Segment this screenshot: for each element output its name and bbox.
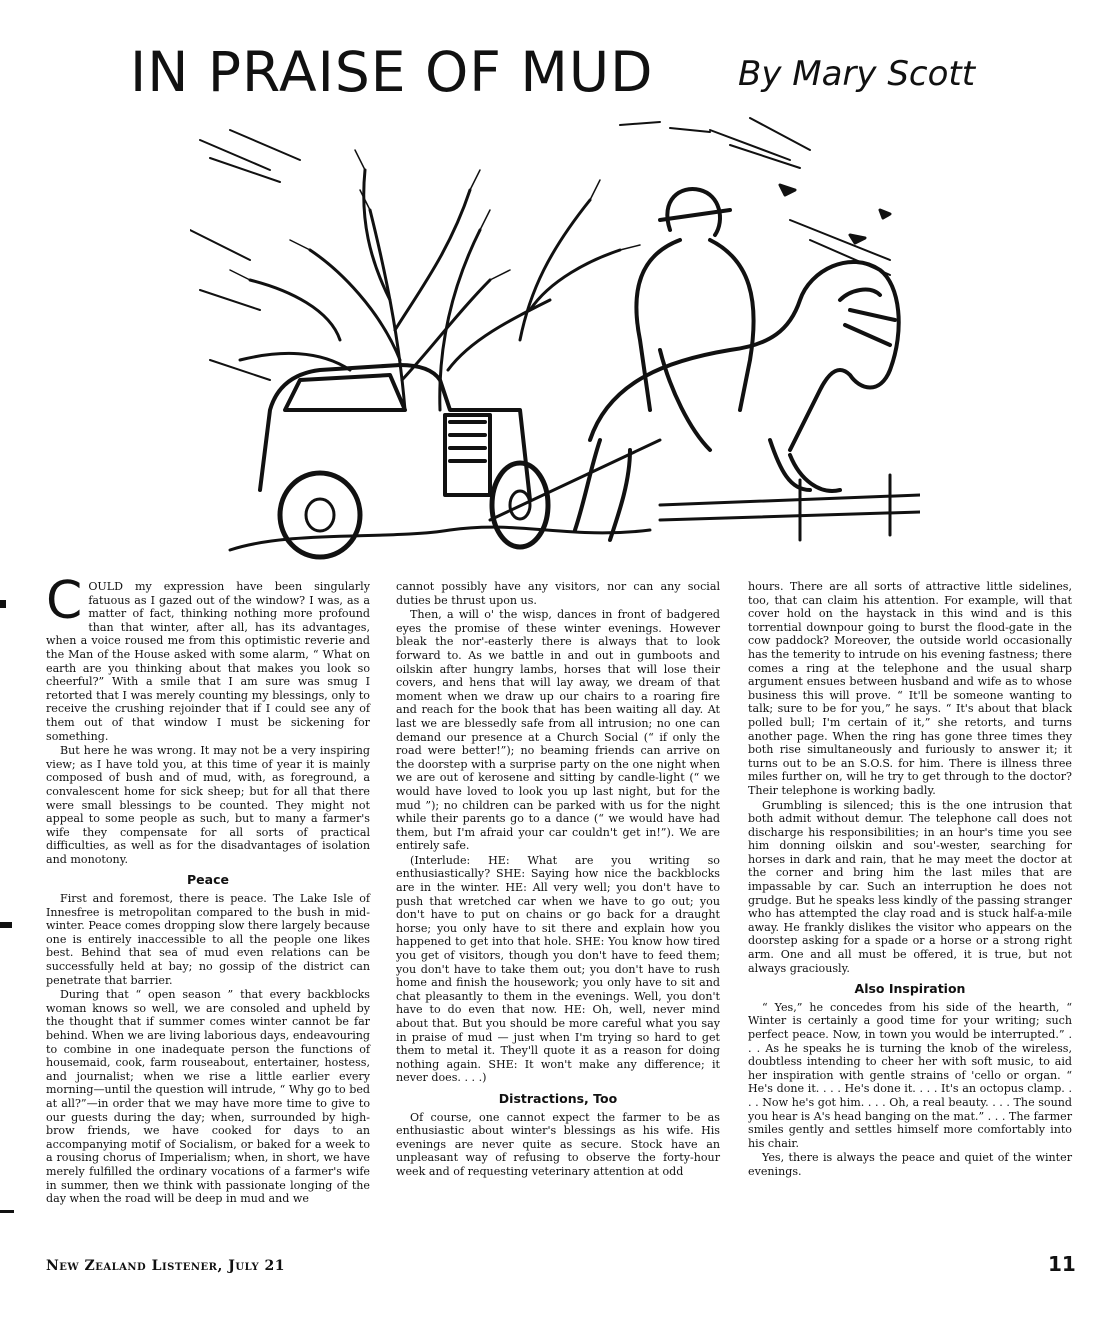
column-3 xyxy=(748,580,1072,1179)
drop-cap: C xyxy=(46,571,83,631)
paragraph-4: During that “ open season ” that every backblocks woman knows so well, we are consoled and upheld by the thought that if summer comes winter cannot be far behind. When we are living laborious days, endeavouring to combine in one inadequate person the functions of housemaid, cook, farm rouseabout, entertainer, hostess, and journalist; when we rise a little earlier every morning—until the question will intrude, “ Why go to bed at all?”—in order that we may have more time to give to our guests during the day; when, surrounded by high-brow friends, we have cooked for days to an accompanying motif of Socialism, or baked for a week to a rousing chorus of Imperialism; when, in short, we have merely fulfilled the ordinary vocations of a farmer's wife in summer, then we think with passionate longing of the day when the road will be deep in mud and we xyxy=(46,988,370,1206)
paragraph-2: But here he was wrong. It may not be a very inspiring view; as I have told you, at this time of year it is mainly composed of bush and of mud, with, as foreground, a convalescent home for sick sheep; but for all that there were small blessings to be counted. They might not appeal to some people as such, but to many a farmer's wife they compensate for all sorts of practical difficulties, as well as for the disadvantages of isolation and monotony. xyxy=(46,744,370,866)
paragraph-8: Of course, one cannot expect the farmer to be as enthusiastic about winter's blessings as his wife. His evenings are never quite as secure. Stock have an unpleasant way of refusing to observe the forty-hour week and of requesting veterinary attention at odd xyxy=(396,1110,720,1178)
margin-mark xyxy=(0,600,6,608)
paragraph-6: Then, a will o' the wisp, dances in front of badgered eyes the promise of these winter evenings. However bleak the nor'-easterly there is always that to look forward to. As we battle in and out in gumboots and oilskin after hungry lambs, horses that will lose their covers, and hens that will lay away, we dream of that moment when we draw up our chairs to a roaring fire and reach for the book that has been waiting all day. At last we are blessedly safe from all intrusion; no one can demand our presence at a Church Social (“ if only the road were better!”); no beaming friends can arrive on the doorstep with a surprise party on the one night when we are out of kerosene and sitting by candle-light (“ we would have loved to look you up last night, but for the mud ”); no children can be parked with us for the night while their parents go to a dance (“ we would have had them, but I'm afraid your car couldn't get in!”). We are entirely safe. xyxy=(396,608,720,853)
paragraph-3: First and foremost, there is peace. The Lake Isle of Innesfree is metropolitan compared to the bush in mid-winter. Peace comes dropping slow there largely because one is entirely inaccessible to all the people one likes best. Behind that sea of mud even relations can be successfully held at bay; no gossip of the district can penetrate that barrier. xyxy=(46,892,370,987)
paragraph-11: “ Yes,” he concedes from his side of the hearth, “ Winter is certainly a good time for your writing; such perfect peace. Now, in town you would be interrupted.” . . . As he speaks he is turning the knob of the wireless, doubtless intending to cheer her with soft music, to aid her inspiration with gentle strains of 'cello or organ. “ He's done it. . . . He's done it. . . . It's an octopus clamp. . . . Now he's got him. . . . Oh, a real beauty. . . . The sound you hear is A's head banging on the mat.” . . . The farmer smiles gently and settles himself more comfortably into his chair. xyxy=(748,1000,1072,1150)
margin-mark xyxy=(0,1210,14,1213)
subheading-distractions: Distractions, Too xyxy=(498,1090,618,1106)
paragraph-1 xyxy=(46,571,370,743)
paragraph-12: Yes, there is always the peace and quiet of the winter evenings. xyxy=(748,1151,1072,1178)
article-byline: By Mary Scott xyxy=(738,54,976,94)
paragraph-10: Grumbling is silenced; this is the one intrusion that both admit without demur. The telephone call does not discharge his responsibilities; in an hour's time you see him donning oilskin and sou'-wester, searching for horses in dark and rain, that he may meet the doctor at the corner and bring him the last miles that are impassable by car. Such an interruption he does not grudge. But he speaks less kindly of the passing stranger who has attempted the clay road and is stuck half-a-mile away. He frankly dislikes the visitor who appears on the doorstep asking for a spade or a horse or a strong right arm. One and all must be offered, it is true, but not always graciously. xyxy=(748,798,1072,975)
horse-towing-car-illustration xyxy=(190,110,920,570)
article-title: IN PRAISE OF MUD xyxy=(130,40,654,104)
publication-footer: New Zealand Listener, July 21 xyxy=(46,1258,285,1274)
margin-mark xyxy=(0,922,12,928)
column-2 xyxy=(396,580,720,1179)
column-1 xyxy=(46,571,370,1206)
page-number: 11 xyxy=(1048,1252,1076,1276)
paragraph-5: cannot possibly have any visitors, nor can any social duties be thrust upon us. xyxy=(396,580,720,607)
paragraph-9: hours. There are all sorts of attractive little sidelines, too, that can claim his attention. For example, will that cover hold on the haystack in this wind and is this torrential downpour going to burst the flood-gate in the cow paddock? Moreover, the outside world occasionally has the temerity to intrude on his evening fastness; there comes a ring at the telephone and the usual sharp argument ensues between husband and wife as to whose business this will prove. “ It'll be someone wanting to talk; sure to be for you,” he says. “ It's about that black polled bull; I'm certain of it,” she retorts, and turns another page. When the ring has gone three times they both rise simultaneously and furiously to answer it; it turns out to be an S.O.S. for him. There is illness three miles further on, will he try to get through to the doctor? Their telephone is working badly. xyxy=(748,580,1072,797)
subheading-peace: Peace xyxy=(187,872,229,888)
paragraph-7: (Interlude: HE: What are you writing so enthusiastically? SHE: Saying how nice the backblocks are in the winter. HE: All very well; you don't have to push that wretched car when we have to go out; you don't have to put on chains or go back for a draught horse; you only have to sit there and explain how you happened to get into that hole. SHE: You know how tired you get of visitors, though you don't have to feed them; you don't have to take them out; you don't have to rush home and finish the housework; you only have to sit and chat pleasantly to them in the evenings. Well, you don't have to do even that now. HE: Oh, well, never mind about that. But you should be more careful what you say in praise of mud — just when I'm trying so hard to get them to metal it. They'll quote it as a reason for doing nothing again. SHE: It won't make any difference; it never does. . . .) xyxy=(396,853,720,1085)
subheading-inspiration: Also Inspiration xyxy=(854,981,966,997)
paragraph-1-text: OULD my expression have been singularly fatuous as I gazed out of the window? I was, as a matter of fact, thinking nothing more profound than that winter, after all, has its advantages, when a voice roused me from this optimistic reverie and the Man of the House asked with some alarm, “ What on earth are you thinking about that makes you look so cheerful?” With a smile that I am sure was smug I retorted that I was merely counting my blessings, only to receive the crushing rejoinder that if I could see any of them out of that window I must be sickening for something. xyxy=(46,580,370,743)
